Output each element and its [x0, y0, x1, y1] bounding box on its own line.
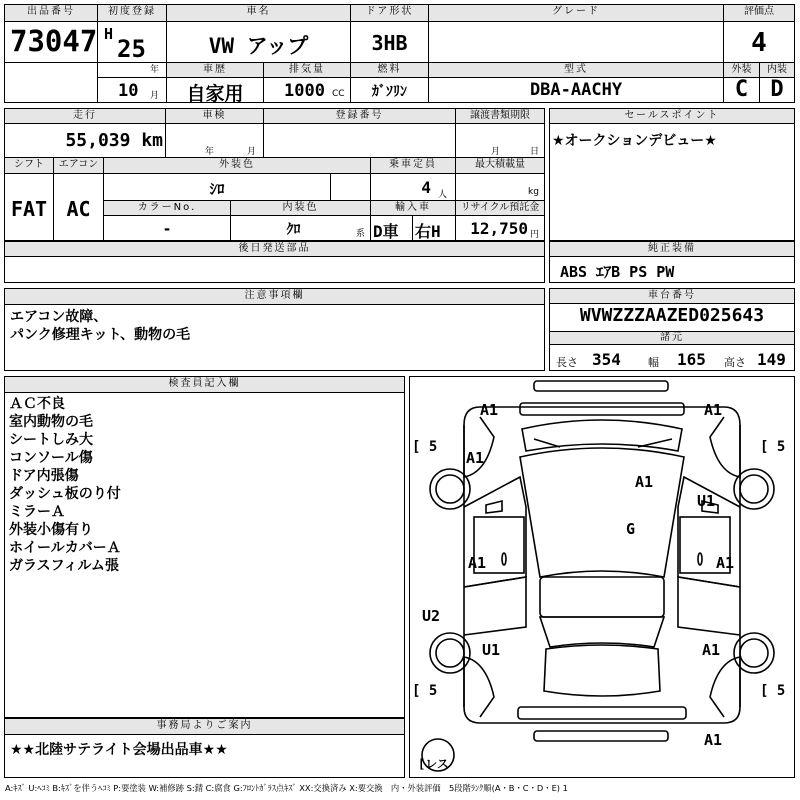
capacity-value: 4: [421, 178, 431, 197]
shift-label: シフト: [5, 158, 53, 173]
selling-point-label: セールスポイント: [550, 109, 794, 123]
registration-number-label: 登録番号: [264, 109, 455, 123]
rear-window: [540, 617, 664, 647]
recycle-deposit-unit: 円: [530, 230, 540, 240]
capacity-unit: 人: [438, 190, 448, 200]
interior-score: D: [770, 77, 784, 102]
displacement-label: 排気量: [264, 63, 350, 77]
damage-mark-right-fender: U1: [697, 492, 716, 510]
mileage-value: [5, 130, 163, 151]
windshield: [520, 448, 684, 577]
left-rear-panel: [464, 577, 526, 635]
first-registration-label: 初度登録: [98, 5, 166, 21]
tread-front-left: [ 5: [412, 439, 438, 455]
ac-label: エアコン: [54, 158, 103, 173]
damage-mark-windshield: G: [626, 520, 636, 538]
ac-value: AC: [66, 197, 91, 221]
legend: A:ｷｽﾞ U:ﾍｺﾐ B:ｷｽﾞを伴うﾍｺﾐ P:要塗装 W:補修跡 S:錆 C:腐食 G:ﾌﾛﾝﾄｶﾞﾗｽ点ｷｽﾞ XX:交換済み X:要交換 内・外装評価 5段階ﾗﾝｸ順(A・B・C・D・E) 1: [5, 783, 568, 793]
damage-mark-left-rear-fender: U1: [482, 641, 501, 659]
score-value: 4: [751, 28, 767, 58]
front-bumper: [520, 403, 684, 415]
displacement-unit: CC: [332, 89, 345, 99]
rear-bumper-bottom: [534, 731, 668, 741]
tread-front-right: [ 5: [760, 439, 786, 455]
score-label: 評価点: [724, 5, 794, 21]
height-label: 高さ: [724, 356, 746, 369]
recycle-deposit-value: 12,750: [470, 219, 528, 238]
damage-mark-front-bumper-right: A1: [704, 401, 723, 419]
door-type-label: ドア形状: [351, 5, 428, 21]
year-unit: 年: [150, 65, 160, 75]
import-value: D車: [373, 222, 399, 241]
color-number: -: [162, 220, 172, 238]
exterior-color: ｼﾛ: [209, 180, 225, 198]
fuel-value: ｶﾞｿﾘﾝ: [372, 84, 407, 100]
fuel-label: 燃料: [351, 63, 428, 77]
inspection-month-unit: 月: [247, 147, 257, 157]
inspector-note: ガラスフィルム張: [9, 558, 119, 574]
specs-label: 諸元: [550, 332, 794, 344]
door-type: 3HB: [371, 31, 408, 55]
inspection-year-unit: 年: [205, 147, 215, 157]
inspector-note: ドア内張傷: [9, 468, 79, 484]
length-value: 354: [592, 350, 621, 369]
damage-mark-rear-bumper: A1: [704, 731, 723, 749]
grade-label: グレード: [429, 5, 723, 21]
history-label: 車歴: [167, 63, 263, 77]
right-rear-panel: [678, 577, 740, 635]
vin-label: 車台番号: [550, 289, 794, 303]
mileage-number: 55,039: [65, 130, 131, 151]
wheels: [422, 469, 774, 771]
first-registration-month: 10: [118, 81, 139, 101]
damage-mark-hood: A1: [635, 473, 654, 491]
later-parts-label: 後日発送部品: [5, 242, 544, 256]
history-value: 自家用: [186, 83, 244, 105]
mileage-unit: km: [141, 130, 163, 151]
month-unit: 月: [150, 91, 160, 101]
inspection-label: 車検: [166, 109, 263, 123]
notes-line: パンク修理キット、動物の毛: [10, 327, 191, 343]
import-label: 輸入車: [371, 201, 455, 215]
interior-score-label: 内装: [760, 63, 794, 77]
lot-number-label: 出品番号: [5, 5, 97, 21]
width-label: 幅: [648, 356, 659, 369]
inspector-note: シートしみ大: [9, 432, 93, 448]
displacement-value: 1000: [284, 81, 325, 101]
notes-line: エアコン故障、: [10, 309, 108, 325]
interior-color-label: 内装色: [231, 201, 370, 215]
inspector-note: ダッシュ板のり付: [9, 486, 121, 502]
vin-value: WVWZZZAAZED025643: [579, 305, 765, 326]
spare-tire-label: [レス: [418, 757, 449, 771]
inspector-note: ホイールカバーＡ: [9, 540, 121, 556]
model-code: DBA-AACHY: [529, 80, 623, 100]
notes-label: 注意事項欄: [5, 289, 544, 304]
height-value: 149: [757, 350, 786, 369]
color-number-label: カラーNo.: [104, 201, 230, 215]
damage-mark-left-rear-wheel: U2: [422, 607, 441, 625]
damage-mark-right-rear-fender: A1: [702, 641, 721, 659]
car-outline: [410, 377, 794, 777]
notes-text: [10, 308, 190, 344]
inspector-label: 検査員記入欄: [5, 377, 404, 392]
damage-mark-left-fender: A1: [466, 449, 485, 467]
interior-color: ｸﾛ: [286, 222, 301, 238]
inspector-note: 室内動物の毛: [9, 414, 93, 430]
shift-value: FAT: [10, 197, 48, 221]
transfer-day-unit: 日: [530, 147, 540, 157]
exterior-color-label: 外装色: [104, 158, 370, 173]
roof: [540, 577, 664, 617]
damage-diagram: [409, 376, 795, 778]
inspector-note: コンソール傷: [9, 450, 93, 466]
length-label: 長さ: [556, 356, 578, 369]
rear-hatch: [544, 645, 660, 696]
inspector-note: ＡＣ不良: [9, 396, 65, 412]
mileage-label: 走行: [5, 109, 165, 123]
recycle-deposit-label: リサイクル預託金: [456, 201, 544, 215]
transfer-month-unit: 月: [491, 147, 501, 157]
rear-bumper: [518, 707, 686, 719]
damage-mark-right-door: A1: [716, 554, 735, 572]
office-message: ★★北陸サテライト会場出品車★★: [10, 742, 228, 758]
lot-number: 73047: [10, 24, 98, 58]
front-bumper-top: [534, 381, 668, 391]
office-label: 事務局よりご案内: [5, 719, 404, 734]
exterior-score-label: 外装: [724, 63, 759, 77]
tread-rear-right: [ 5: [760, 683, 786, 699]
damage-mark-left-door: A1: [468, 554, 487, 572]
hood: [522, 420, 682, 451]
capacity-label: 乗車定員: [371, 158, 455, 173]
era: H: [104, 25, 114, 43]
exterior-score: C: [734, 77, 749, 102]
first-registration-year: 25: [117, 35, 146, 63]
tread-rear-left: [ 5: [412, 683, 438, 699]
selling-point-text: ★オークションデビュー★: [552, 133, 717, 149]
transfer-deadline-label: 譲渡書類期限: [456, 109, 544, 123]
inspector-note: 外装小傷有り: [9, 522, 93, 538]
max-load-unit: kg: [528, 187, 539, 197]
max-load-label: 最大積載量: [456, 158, 544, 173]
width-value: 165: [677, 350, 706, 369]
model-label: 型式: [429, 63, 723, 77]
interior-color-unit: 系: [356, 229, 366, 239]
inspector-notes-list: [9, 395, 121, 575]
car-name-label: 車名: [167, 5, 350, 21]
damage-mark-front-bumper-left: A1: [480, 401, 499, 419]
equipment-value: ABS ｴｱB PS PW: [560, 263, 675, 281]
handle-value: 右H: [415, 222, 441, 241]
car-name: VW アップ: [208, 34, 309, 58]
equipment-label: 純正装備: [550, 242, 794, 256]
selling-point-section: [549, 108, 795, 241]
inspector-note: ミラーＡ: [9, 504, 65, 520]
